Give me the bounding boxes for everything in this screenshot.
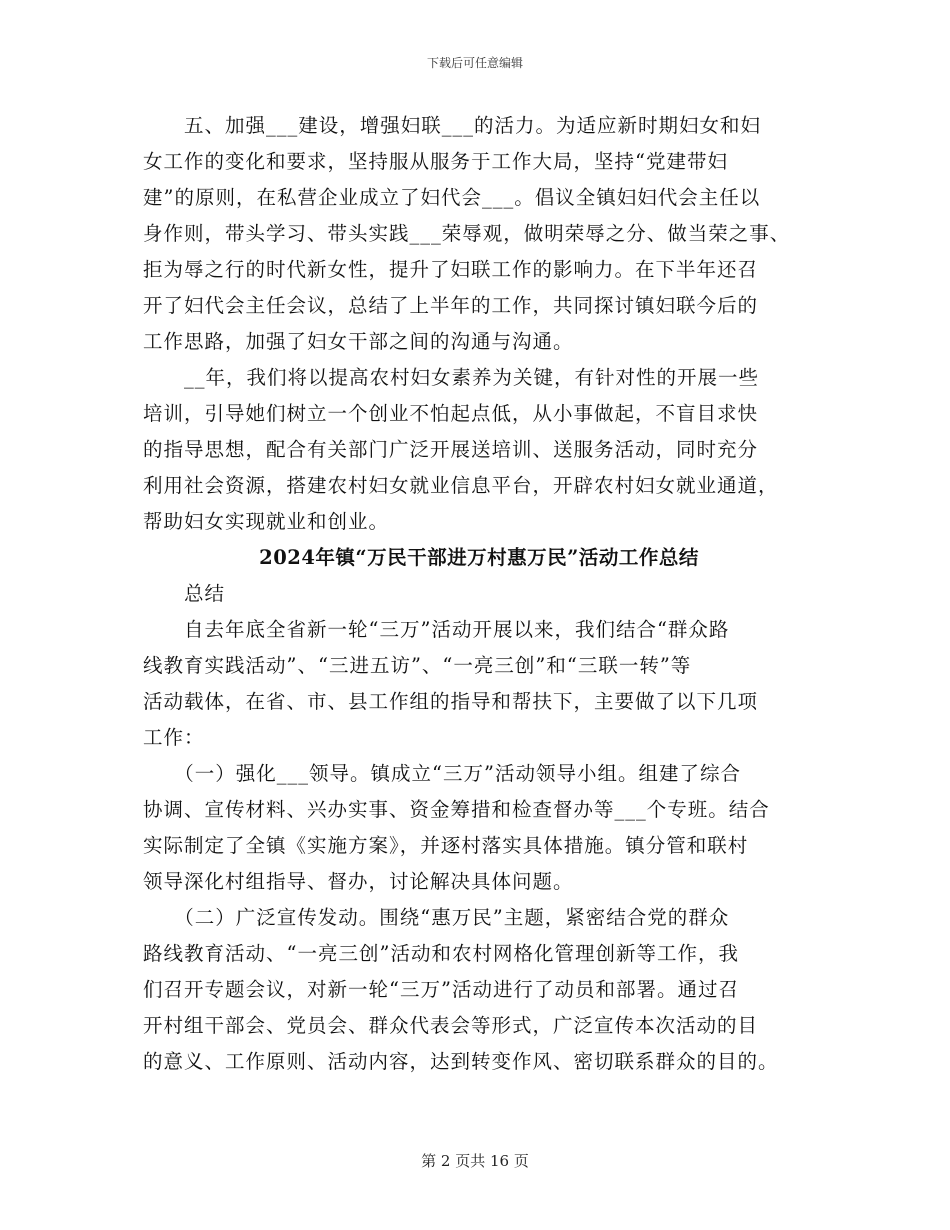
paragraph-line: 的意义、工作原则、活动内容，达到转变作风、密切联系群众的目的。	[143, 1050, 779, 1073]
paragraph-line: （二）广泛宣传发动。围绕“惠万民”主题，紧密结合党的群众	[143, 906, 730, 929]
paragraph-line: 工作思路，加强了妇女干部之间的沟通与沟通。	[143, 330, 574, 353]
paragraph-line: 们召开专题会议，对新一轮“三万”活动进行了动员和部署。通过召	[143, 978, 739, 1001]
paragraph-line: 活动载体，在省、市、县工作组的指导和帮扶下，主要做了以下几项	[143, 690, 759, 713]
paragraph-line: 协调、宣传材料、兴办实事、资金筹措和检查督办等___个专班。结合	[143, 798, 770, 821]
paragraph-line: 利用社会资源，搭建农村妇女就业信息平台，开辟农村妇女就业通道，	[143, 474, 779, 497]
paragraph-line: 的指导思想，配合有关部门广泛开展送培训、送服务活动，同时充分	[143, 438, 759, 461]
paragraph-line: 开了妇代会主任会议，总结了上半年的工作，共同探讨镇妇联今后的	[143, 294, 759, 317]
paragraph-line: 培训，引导她们树立一个创业不怕起点低，从小事做起，不盲目求快	[143, 402, 759, 425]
paragraph-line: 实际制定了全镇《实施方案》，并逐村落实具体措施。镇分管和联村	[143, 834, 749, 857]
page-number: 第 2 页共 16 页	[421, 1152, 529, 1170]
paragraph-line: 女工作的变化和要求，坚持服从服务于工作大局，坚持“党建带妇	[143, 150, 728, 173]
paragraph-line: __年，我们将以提高农村妇女素养为关键，有针对性的开展一些	[143, 366, 760, 389]
paragraph-line: 总结	[143, 582, 226, 605]
document-body	[143, 108, 815, 1080]
page-header-note: 下载后可任意编辑	[426, 56, 523, 70]
paragraph-line: 建”的原则，在私营企业成立了妇代会___。倡议全镇妇妇代会主任以	[143, 186, 761, 209]
paragraph-line: 线教育实践活动”、“三进五访”、“一亮三创”和“三联一转”等	[143, 654, 692, 677]
paragraph-line: 领导深化村组指导、督办，讨论解决具体问题。	[143, 870, 574, 893]
section-title: 2024年镇“万民干部进万村惠万民”活动工作总结	[259, 546, 699, 569]
paragraph-line: 自去年底全省新一轮“三万”活动开展以来，我们结合“群众路	[143, 618, 730, 641]
paragraph-line: （一）强化___领导。镇成立“三万”活动领导小组。组建了综合	[143, 762, 741, 785]
paragraph-line: 五、加强___建设，增强妇联___的活力。为适应新时期妇女和妇	[143, 114, 762, 137]
paragraph-line: 帮助妇女实现就业和创业。	[143, 510, 390, 533]
paragraph-line: 路线教育活动、“一亮三创”活动和农村网格化管理创新等工作，我	[143, 942, 739, 965]
paragraph-line: 拒为辱之行的时代新女性，提升了妇联工作的影响力。在下半年还召	[143, 258, 759, 281]
paragraph-line: 工作：	[143, 726, 205, 749]
paragraph-line: 身作则，带头学习、带头实践___荣辱观，做明荣辱之分、做当荣之事、	[143, 222, 791, 245]
paragraph-line: 开村组干部会、党员会、群众代表会等形式，广泛宣传本次活动的目	[143, 1014, 759, 1037]
